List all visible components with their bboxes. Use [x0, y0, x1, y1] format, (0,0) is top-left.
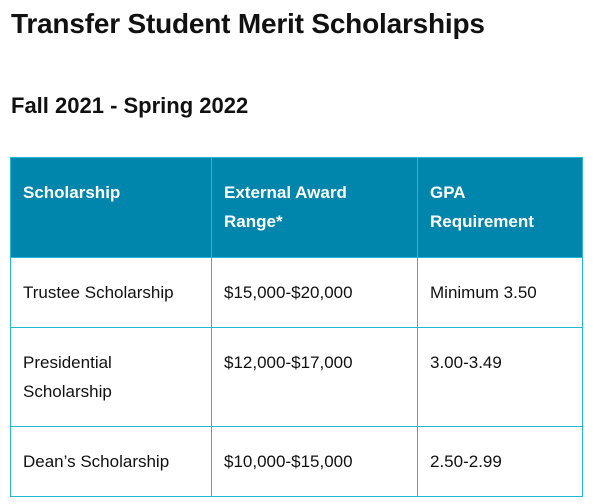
- award-range: $12,000-$17,000: [212, 328, 418, 427]
- column-header-gpa: GPA Requirement: [418, 158, 583, 258]
- scholarship-name: Trustee Scholarship: [11, 258, 212, 328]
- award-range: $15,000-$20,000: [212, 258, 418, 328]
- gpa-requirement: 2.50-2.99: [418, 427, 583, 497]
- scholarship-name: Presidential Scholarship: [11, 328, 212, 427]
- table-row: [11, 427, 583, 497]
- gpa-requirement: Minimum 3.50: [418, 258, 583, 328]
- page-title: Transfer Student Merit Scholarships: [11, 8, 485, 39]
- term-subtitle: Fall 2021 - Spring 2022: [11, 93, 249, 118]
- scholarship-name: Dean’s Scholarship: [11, 427, 212, 497]
- award-range: $10,000-$15,000: [212, 427, 418, 497]
- scholarship-table: [10, 157, 583, 497]
- table-row: [11, 258, 583, 328]
- column-header-award-range: External Award Range*: [212, 158, 418, 258]
- gpa-requirement: 3.00-3.49: [418, 328, 583, 427]
- table-row: [11, 328, 583, 427]
- table-header-row: [11, 158, 583, 258]
- column-header-scholarship: Scholarship: [11, 158, 212, 258]
